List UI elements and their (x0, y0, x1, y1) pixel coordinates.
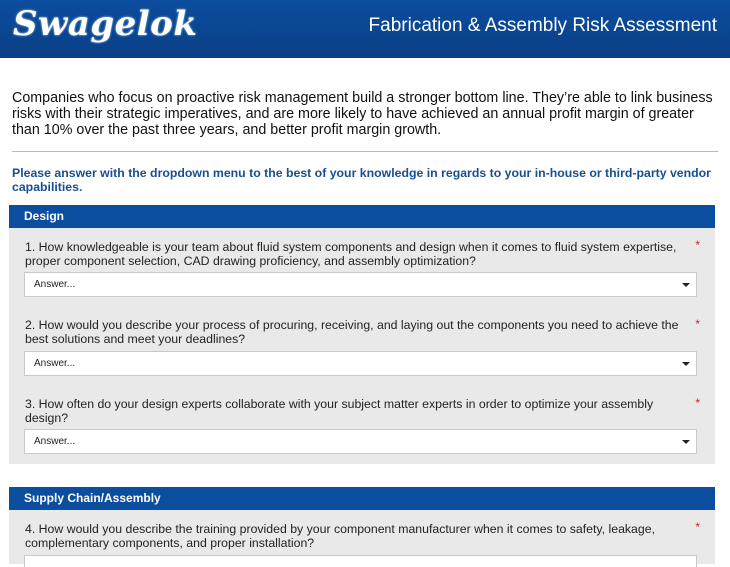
question-1-answer-dropdown[interactable] (24, 272, 697, 297)
section-design (9, 205, 715, 464)
question-2-text: 2. How would you describe your process of procuring, receiving, and laying out the components you need to achieve the best solutions and meet your deadlines? (25, 318, 679, 346)
section-header-design: Design (9, 205, 715, 228)
instruction-text: Please answer with the dropdown menu to the best of your knowledge in regards to your in-house or third-party vendor capabilities. (12, 166, 711, 194)
intro-paragraph: Companies who focus on proactive risk management build a stronger bottom line. They’re able to link business risks with their strategic imperatives, and are more likely to have achieved an annual profit margin of greater than 10% over the past three years, and better profit margin growth. (12, 90, 713, 138)
required-marker: * (695, 238, 700, 252)
required-marker: * (695, 396, 700, 410)
chevron-down-icon (682, 440, 690, 444)
question-3-text: 3. How often do your design experts collaborate with your subject matter experts in order to optimize your assembly design? (25, 397, 654, 425)
page-header (0, 0, 730, 58)
chevron-down-icon (682, 283, 690, 287)
chevron-down-icon (682, 362, 690, 366)
swagelok-logo[interactable]: Swagelok (13, 4, 198, 44)
section-supply-chain (9, 487, 715, 564)
dropdown-value: Answer... (34, 358, 76, 369)
required-marker: * (695, 317, 700, 331)
question-1-text: 1. How knowledgeable is your team about fluid system components and design when it comes to fluid system expertise, proper component selection, CAD drawing proficiency, and assembly optimization? (25, 240, 677, 268)
dropdown-value: Answer... (34, 436, 76, 447)
page-title: Fabrication & Assembly Risk Assessment (368, 15, 717, 36)
required-marker: * (695, 520, 700, 534)
question-4-text: 4. How would you describe the training provided by your component manufacturer when it comes to safety, leakage, complementary components, and proper installation? (25, 522, 655, 550)
divider (12, 151, 718, 152)
dropdown-value: Answer... (34, 279, 76, 290)
section-header-supply-chain: Supply Chain/Assembly (9, 487, 715, 510)
question-2-answer-dropdown[interactable] (24, 351, 697, 376)
question-4-answer-dropdown[interactable] (24, 555, 697, 567)
question-3-answer-dropdown[interactable] (24, 429, 697, 454)
